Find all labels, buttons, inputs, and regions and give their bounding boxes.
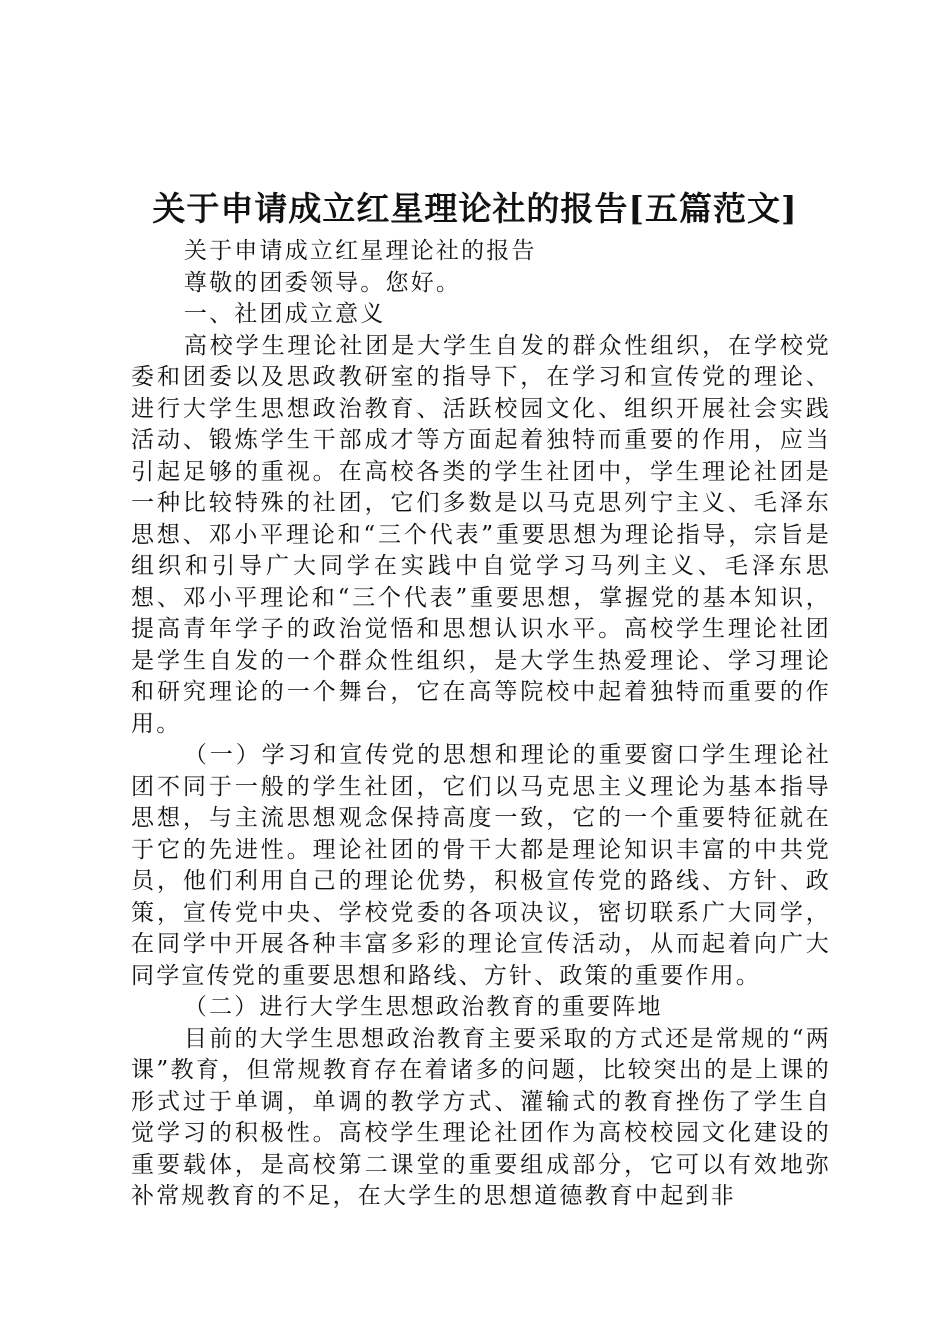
paragraph-subtitle: 关于申请成立红星理论社的报告: [183, 238, 537, 264]
paragraph: （一）学习和宣传党的思想和理论的重要窗口学生理论社团不同于一般的学生社团，它们以马克思主义理论为基本指导思想，与主流思想观念保持高度一致，它的一个重要特征就在于它的先进性。理论社团的骨干大都是理论知识丰富的中共党员，他们利用自己的理论优势，积极宣传党的路线、方针、政策，宣传党中央、学校党委的各项决议，密切联系广大同学，在同学中开展各种丰富多彩的理论宣传活动，从而起着向广大同学宣传党的重要思想和路线、方针、政策的重要作用。: [131, 742, 831, 989]
paragraph: 目前的大学生思想政治教育主要采取的方式还是常规的“两课”教育，但常规教育存在着诸多的问题，比较突出的是上课的形式过于单调，单调的教学方式、灌输式的教育挫伤了学生自觉学习的积极性。高校学生理论社团作为高校校园文化建设的重要载体，是高校第二课堂的重要组成部分，它可以有效地弥补常规教育的不足，在大学生的思想道德教育中起到非: [131, 1025, 831, 1209]
document-body: [131, 236, 831, 1213]
section-heading: 一、社团成立意义: [183, 301, 386, 327]
subsection-heading: （二）进行大学生思想政治教育的重要阵地: [183, 994, 663, 1020]
paragraph-salutation: 尊敬的团委领导。您好。: [183, 269, 462, 296]
document-title: 关于申请成立红星理论社的报告[五篇范文]: [152, 189, 798, 228]
paragraph: 高校学生理论社团是大学生自发的群众性组织，在学校党委和团委以及思政教研室的指导下，在学习和宣传党的理论、进行大学生思想政治教育、活跃校园文化、组织开展社会实践活动、锻炼学生干部成才等方面起着独特而重要的作用，应当引起足够的重视。在高校各类的学生社团中，学生理论社团是一种比较特殊的社团，它们多数是以马克思列宁主义、毛泽东思想、邓小平理论和“三个代表”重要思想为理论指导，宗旨是组织和引导广大同学在实践中自觉学习马列主义、毛泽东思想、邓小平理论和“三个代表”重要思想，掌握党的基本知识，提高青年学子的政治觉悟和思想认识水平。高校学生理论社团是学生自发的一个群众性组织，是大学生热爱理论、学习理论和研究理论的一个舞台，它在高等院校中起着独特而重要的作用。: [131, 332, 831, 737]
